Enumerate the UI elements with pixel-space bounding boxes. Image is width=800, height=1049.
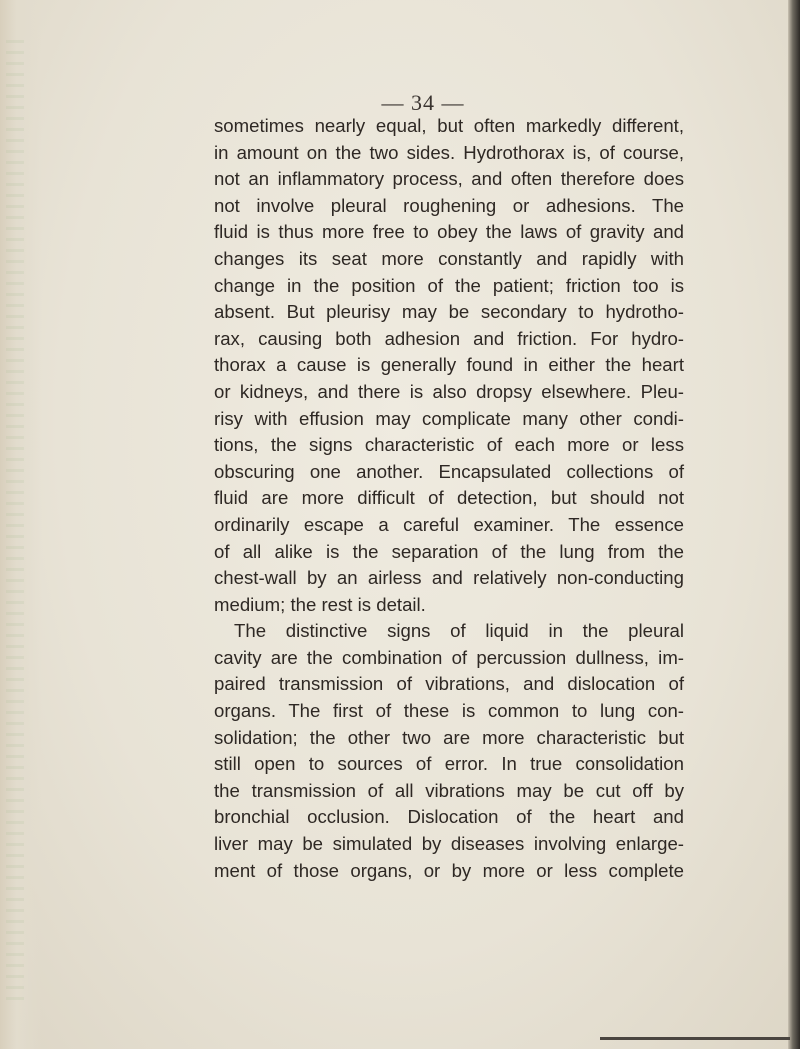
text-line: not involve pleural roughening or adhesions. The (214, 194, 684, 216)
text-line: change in the position of the patient; friction too is (214, 274, 684, 296)
text-line: sometimes nearly equal, but often markedly different, (214, 115, 684, 136)
page-edge-shadow (788, 0, 800, 1049)
binding-edge (0, 0, 42, 1049)
text-line: the transmission of all vibrations may be cut off by (214, 779, 684, 801)
text-line: fluid are more difficult of detection, but should not (214, 487, 684, 509)
text-line: risy with effusion may complicate many other condi- (214, 407, 684, 429)
text-line: absent. But pleurisy may be secondary to hydrotho- (214, 301, 684, 323)
text-line: of all alike is the separation of the lung from the (214, 540, 684, 562)
text-line: tions, the signs characteristic of each more or less (214, 434, 684, 456)
text-line: chest-wall by an airless and relatively non-conducting (214, 567, 684, 589)
text-line: paired transmission of vibrations, and dislocation of (214, 673, 684, 695)
page-number: — 34 — (381, 90, 465, 115)
text-line: ordinarily escape a careful examiner. The essence (214, 513, 684, 535)
text-line: bronchial occlusion. Dislocation of the heart and (214, 806, 684, 828)
text-line: The distinctive signs of liquid in the pleural (234, 620, 684, 642)
text-line: in amount on the two sides. Hydrothorax is, of course, (214, 141, 684, 163)
text-line: thorax a cause is generally found in either the heart (214, 354, 684, 376)
text-line: rax, causing both adhesion and friction. For hydro- (214, 327, 684, 349)
text-line: still open to sources of error. In true consolidation (214, 753, 684, 775)
text-line: changes its seat more constantly and rapidly with (214, 247, 684, 269)
text-line: solidation; the other two are more characteristic but (214, 726, 684, 748)
page-bottom-edge (600, 1037, 790, 1040)
text-line: not an inflammatory process, and often therefore does (214, 168, 684, 190)
text-line: liver may be simulated by diseases involving enlarge- (214, 833, 684, 855)
text-line: ment of those organs, or by more or less complete (214, 859, 684, 881)
text-line: obscuring one another. Encapsulated collections of (214, 460, 684, 482)
text-line: fluid is thus more free to obey the laws of gravity and (214, 221, 684, 243)
text-line: cavity are the combination of percussion dullness, im- (214, 646, 684, 668)
text-line: organs. The first of these is common to lung con- (214, 700, 684, 722)
text-line: medium; the rest is detail. (214, 593, 426, 615)
body-text (214, 113, 684, 884)
text-line: or kidneys, and there is also dropsy elsewhere. Pleu- (214, 380, 684, 402)
